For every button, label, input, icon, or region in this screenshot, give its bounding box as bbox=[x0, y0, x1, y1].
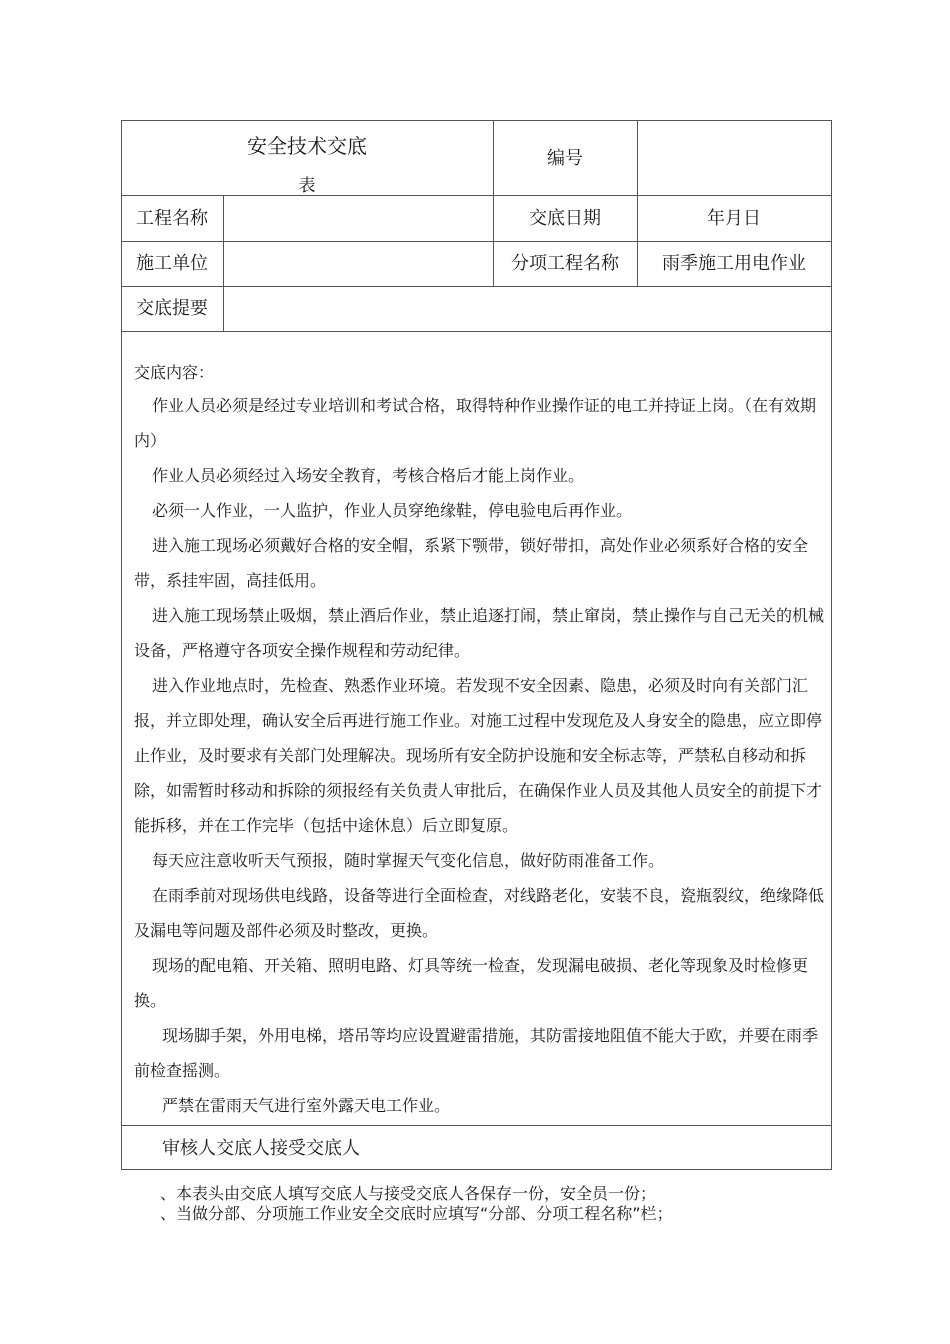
content-paragraph: 进入施工现场必须戴好合格的安全帽，系紧下颚带，锁好带扣，高处作业必须系好合格的安全带，系挂牢固，高挂低用。 bbox=[134, 536, 809, 590]
sub-project-label: 分项工程名称 bbox=[511, 253, 619, 274]
row-divider bbox=[121, 241, 832, 242]
content-paragraph: 每天应注意收听天气预报，随时掌握天气变化信息，做好防雨准备工作。 bbox=[152, 851, 665, 870]
signature-row: 审核人交底人接受交底人 bbox=[162, 1138, 360, 1159]
content-paragraph: 现场脚手架，外用电梯，塔吊等均应设置避雷措施，其防雷接地阻值不能大于欧，并要在雨季前检查摇测。 bbox=[134, 1026, 819, 1080]
content-paragraph: 作业人员必须是经过专业培训和考试合格，取得特种作业操作证的电工并持证上岗。（在有效期内） bbox=[134, 396, 817, 450]
date-label: 交底日期 bbox=[529, 208, 601, 229]
row-divider bbox=[121, 1125, 832, 1126]
document-title-suffix: 表 bbox=[298, 176, 316, 196]
footnotes bbox=[160, 1184, 673, 1224]
row-divider bbox=[121, 195, 832, 196]
content-paragraph: 进入作业地点时，先检查、熟悉作业环境。若发现不安全因素、隐患，必须及时向有关部门汇报，并立即处理，确认安全后再进行施工作业。对施工过程中发现危及人身安全的隐患，应立即停止作业，及时要求有关部门处理解决。现场所有安全防护设施和安全标志等，严禁私自移动和拆除，如需暂时移动和拆除的须报经有关负责人审批后，在确保作业人员及其他人员安全的前提下才能拆移，并在工作完毕（包括中途休息）后立即复原。 bbox=[134, 676, 823, 835]
project-name-label: 工程名称 bbox=[136, 208, 208, 229]
column-divider bbox=[223, 195, 224, 332]
content-paragraph: 在雨季前对现场供电线路，设备等进行全面检查，对线路老化，安装不良，瓷瓶裂纹，绝缘降低及漏电等问题及部件必须及时整改，更换。 bbox=[134, 886, 825, 940]
date-value: 年月日 bbox=[707, 208, 761, 229]
row-divider bbox=[121, 286, 832, 287]
footnote-item: 、本表头由交底人填写交底人与接受交底人各保存一份，安全员一份； bbox=[160, 1184, 657, 1203]
content-paragraph: 进入施工现场禁止吸烟，禁止酒后作业，禁止追逐打闹，禁止窜岗，禁止操作与自己无关的机械设备，严格遵守各项安全操作规程和劳动纪律。 bbox=[134, 606, 825, 660]
number-label: 编号 bbox=[547, 148, 583, 169]
row-divider bbox=[121, 331, 832, 332]
content-paragraph: 必须一人作业，一人监护，作业人员穿绝缘鞋，停电验电后再作业。 bbox=[152, 501, 633, 520]
content-paragraph: 作业人员必须经过入场安全教育，考核合格后才能上岗作业。 bbox=[152, 466, 585, 485]
summary-label: 交底提要 bbox=[136, 298, 208, 319]
content-paragraph: 严禁在雷雨天气进行室外露天电工作业。 bbox=[162, 1096, 451, 1115]
footnote-item: 、当做分部、分项施工作业安全交底时应填写“分部、分项工程名称”栏； bbox=[160, 1204, 673, 1223]
content-paragraph: 现场的配电箱、开关箱、照明电路、灯具等统一检查，发现漏电破损、老化等现象及时检修更换。 bbox=[134, 956, 809, 1010]
content-heading: 交底内容： bbox=[134, 363, 215, 382]
disclosure-content bbox=[134, 358, 828, 1123]
sub-project-value: 雨季施工用电作业 bbox=[662, 253, 806, 274]
document-title: 安全技术交底 bbox=[247, 134, 367, 158]
construction-unit-label: 施工单位 bbox=[136, 253, 208, 274]
